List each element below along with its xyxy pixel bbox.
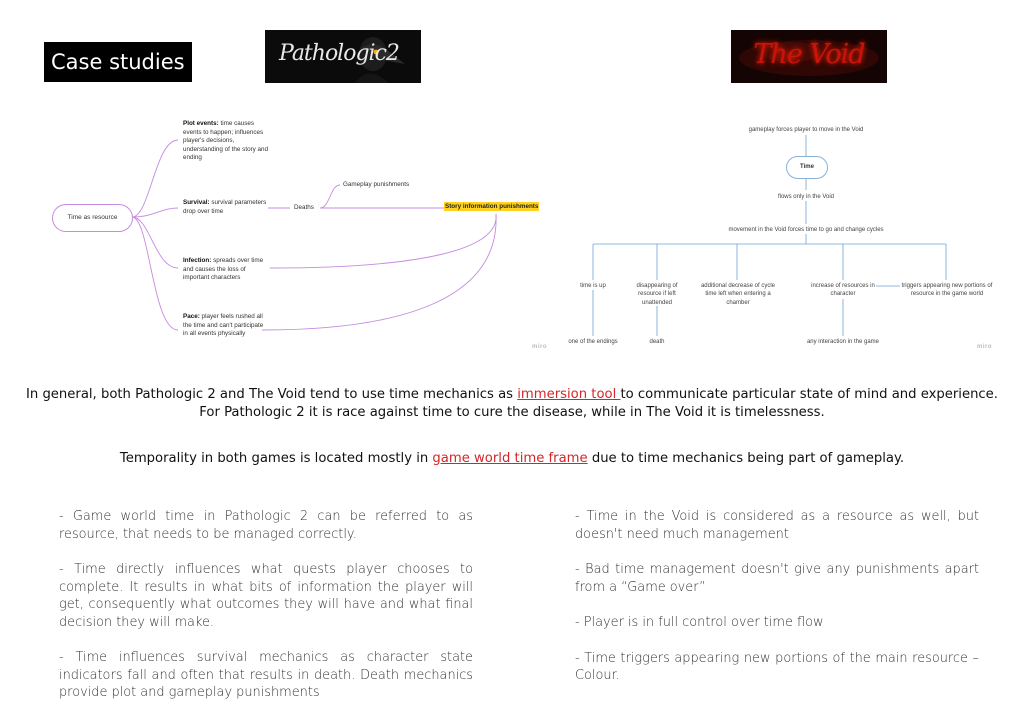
void-child-disappearing: disappearing of resource if left unattended (636, 283, 678, 306)
mindmap-root-node: Time as resource (52, 204, 133, 232)
deaths-node: Deaths (294, 204, 314, 211)
void-child-triggers: triggers appearing new portions of resource in the game world (901, 283, 993, 298)
branch-pace: Pace: player feels rushed all the time and can't participate in all events physically (183, 313, 264, 338)
summary-line-3: Temporality in both games is located mostly in game world time frame due to time mechanics being part of gameplay. (119, 451, 905, 466)
void-flows-node: flows only in the Void (777, 194, 835, 200)
void-leaf-endings: one of the endings (568, 339, 618, 345)
list-item: - Bad time management doesn't give any punishments apart from a “Game over” (575, 562, 979, 595)
void-leaf-death: death (649, 339, 665, 345)
void-points (575, 508, 979, 703)
void-child-increase: increase of resources in character (811, 283, 875, 298)
branch-plot-events: Plot events: time causes events to happen; influences player's decisions, understanding of the story and ending (183, 120, 269, 162)
void-time-node: Time (786, 156, 828, 179)
void-child-time-up: time is up (580, 283, 606, 289)
gameplay-punishments-node: Gameplay punishments (343, 181, 410, 188)
list-item: - Time directly influences what quests player chooses to complete. It results in what bits of information the player will get, consequently what outcomes they will have and what final decision they will make. (59, 562, 473, 630)
summary-line-1: In general, both Pathologic 2 and The Void tend to use time mechanics as immersion tool to communicate particular state of mind and experience. (26, 387, 998, 402)
branch-survival: Survival: survival parameters drop over time (183, 199, 267, 215)
void-child-decrease: additional decrease of cycle time left when entering a chamber (700, 283, 776, 306)
void-top-node: gameplay forces player to move in the Void (748, 127, 864, 133)
list-item: - Player is in full control over time flow (575, 615, 824, 630)
immersion-tool-link[interactable]: immersion tool (517, 387, 621, 402)
pathologic-points (59, 508, 473, 720)
story-punishments-node: Story information punishments (445, 203, 539, 210)
miro-watermark-right: miro (977, 344, 993, 350)
list-item: - Time in the Void is considered as a resource as well, but doesn't need much management (575, 509, 979, 542)
branch-infection: Infection: spreads over time and causes the loss of important characters (183, 257, 264, 282)
pathologic-2-logo: Pathologic2 (265, 30, 421, 83)
page-title: Case studies (44, 42, 192, 82)
void-leaf-interaction: any interaction in the game (806, 339, 880, 345)
void-movement-node: movement in the Void forces time to go and change cycles (728, 227, 884, 233)
the-void-logo: The Void (731, 30, 887, 83)
miro-watermark-left: miro (532, 344, 548, 350)
list-item: - Game world time in Pathologic 2 can be referred to as resource, that needs to be managed correctly. (59, 509, 473, 542)
summary-line-2: For Pathologic 2 it is race against time to cure the disease, while in The Void it is timelessness. (199, 405, 825, 420)
game-world-time-frame-link[interactable]: game world time frame (432, 451, 588, 466)
list-item: - Time triggers appearing new portions of the main resource – Colour. (575, 650, 979, 683)
list-item: - Time influences survival mechanics as character state indicators fall and often that results in death. Death mechanics provide plot and gameplay punishments (59, 650, 473, 700)
